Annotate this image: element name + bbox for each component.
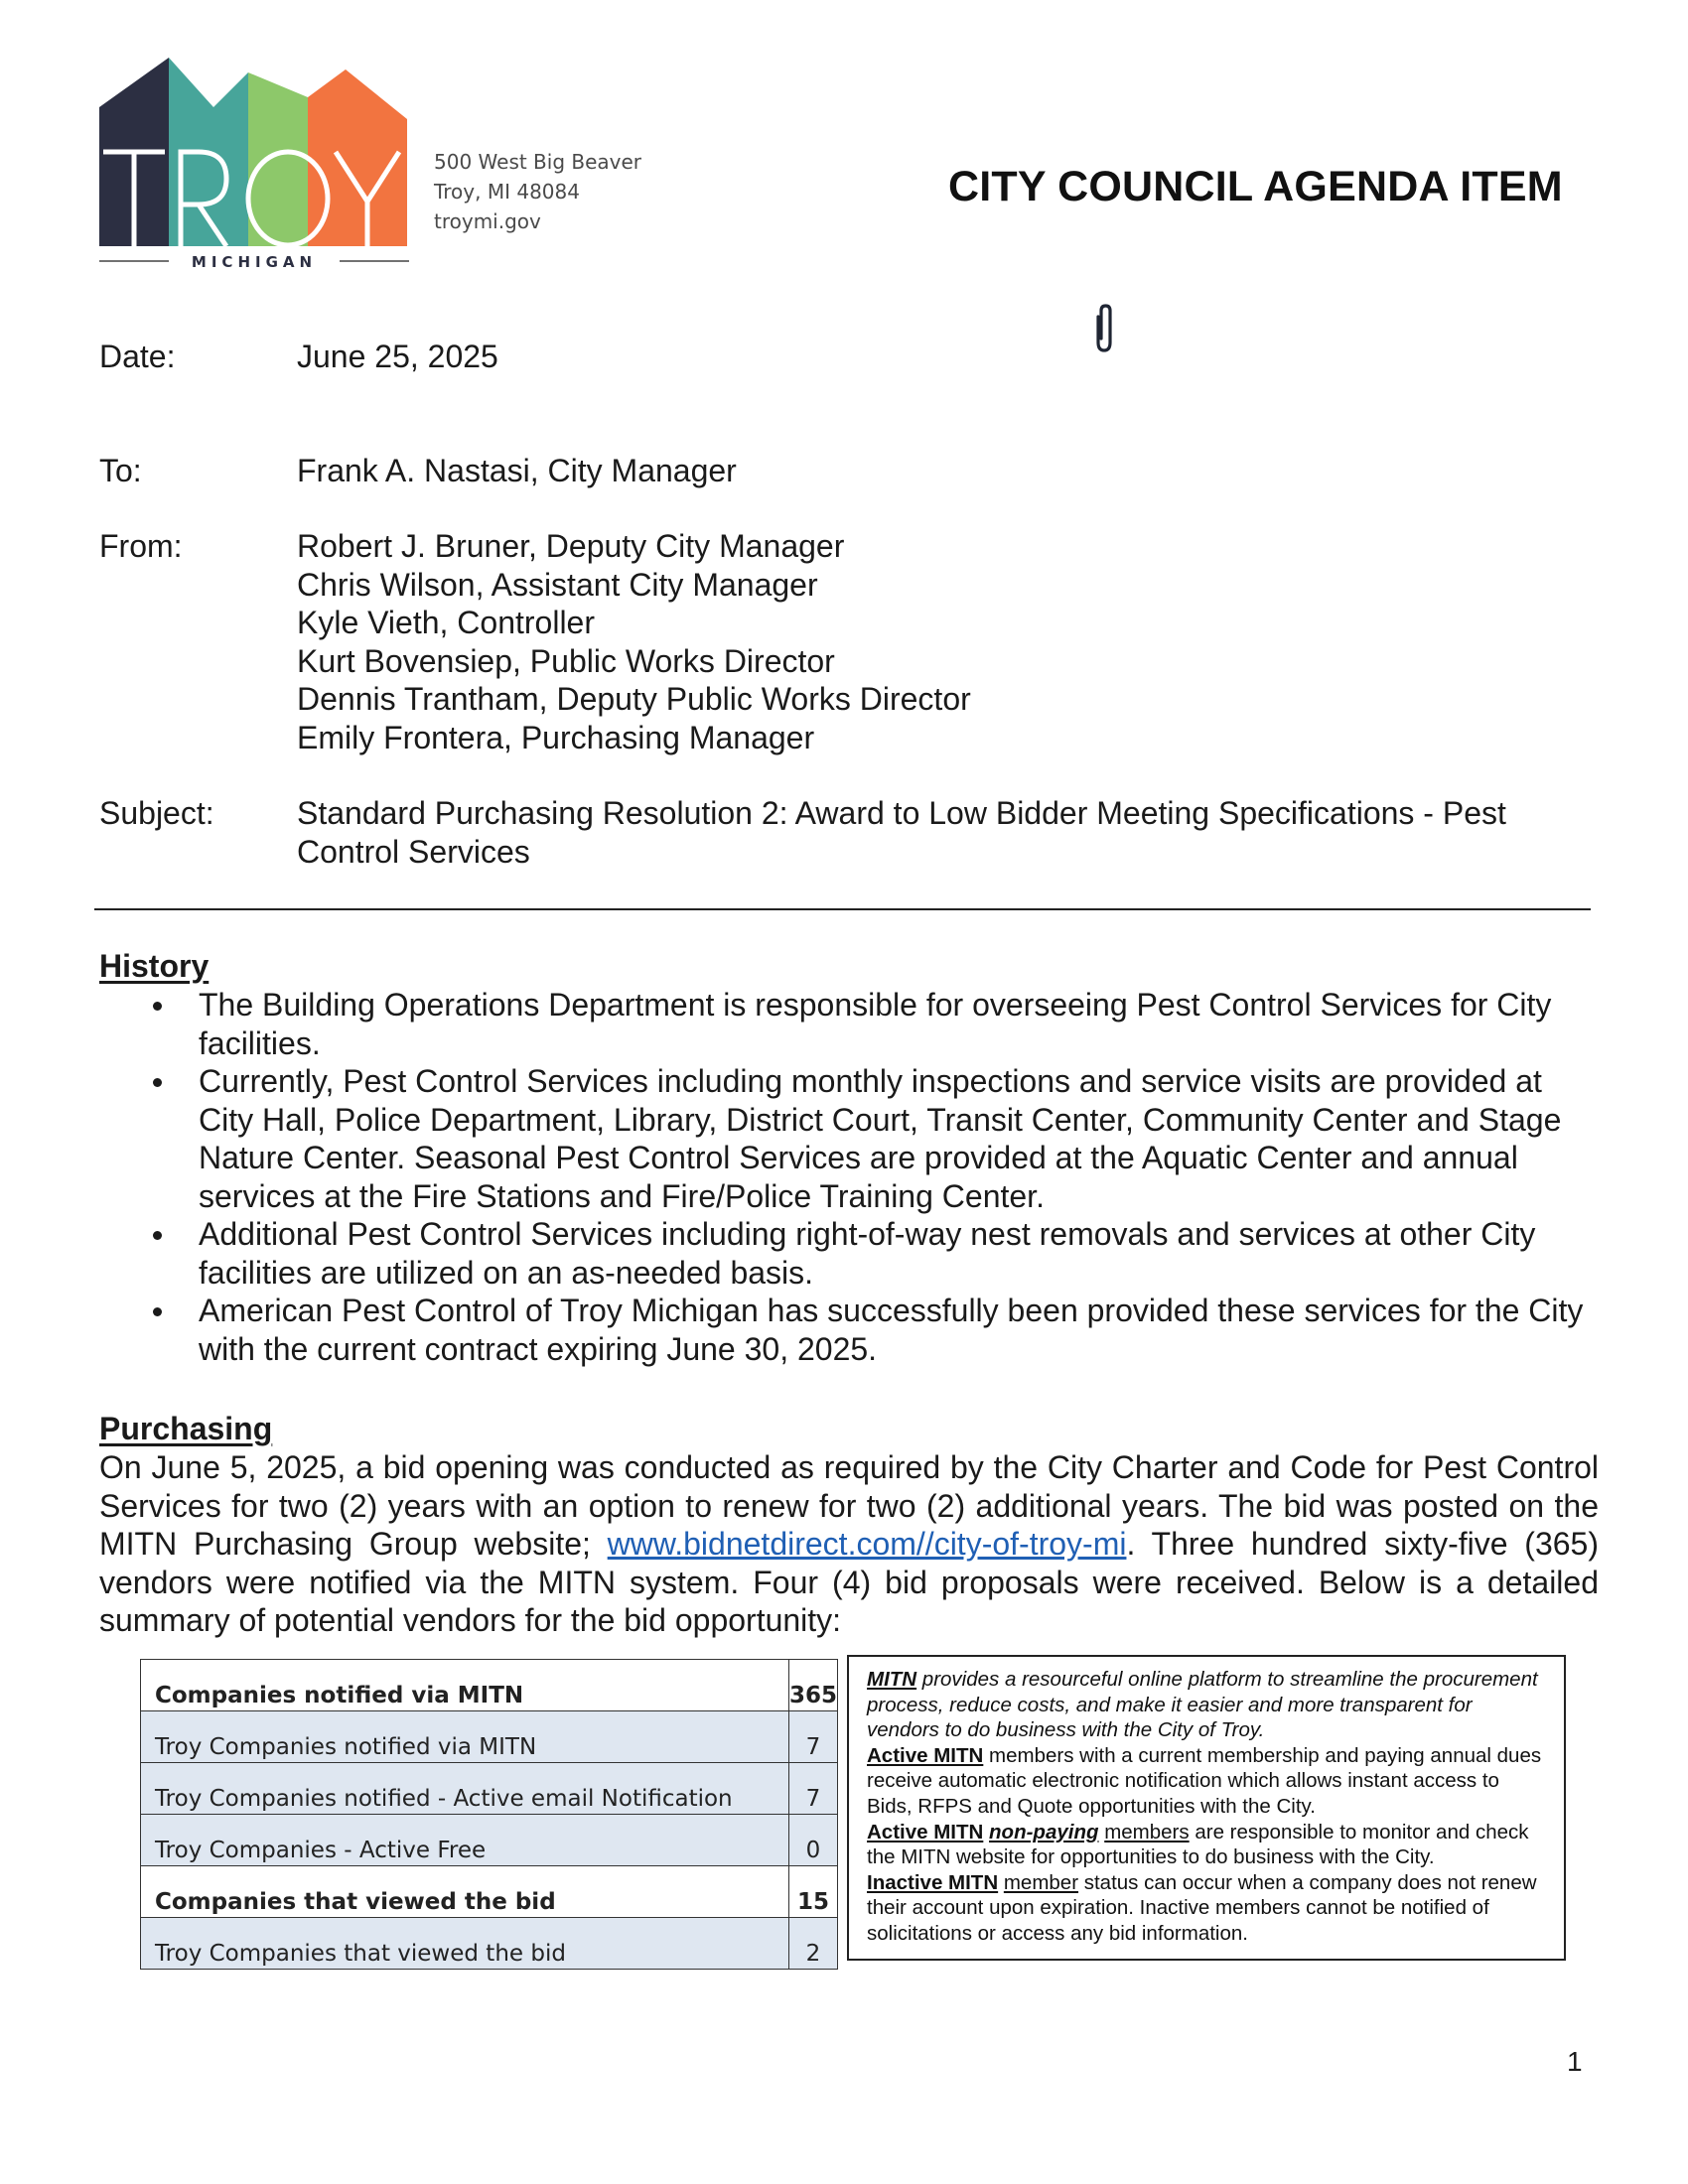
- history-bullet-4: American Pest Control of Troy Michigan has successfully been provided these services for the City with the current contract expiring June 30, 2025.: [99, 1292, 1599, 1368]
- mitn-paragraph-2: [867, 1743, 1546, 1820]
- mitn-paragraph-1: [867, 1667, 1546, 1743]
- subject-line-1: Standard Purchasing Resolution 2: Award to Low Bidder Meeting Specifications - Pest: [297, 795, 1506, 831]
- mitn-text: provides a resourceful online platform to streamline the procurement process, reduce costs, and make it easier and more transparent for vendors to do business with the City of Troy.: [867, 1668, 1538, 1742]
- city-address: [434, 147, 692, 236]
- purchasing-text-2: . Three hundred sixty-five (365) vendors were notified via the MITN system. Four (4) bid proposals were received. Below is a detailed summary of potential vendors for the bid opportunity:: [99, 1526, 1599, 1638]
- members-term: members: [1104, 1820, 1190, 1843]
- table-label: Companies notified via MITN: [141, 1660, 789, 1711]
- history-heading: History: [99, 948, 210, 984]
- table-value: 7: [788, 1711, 837, 1763]
- from-value-4: Kurt Bovensiep, Public Works Director: [297, 642, 835, 679]
- table-row: [141, 1660, 838, 1711]
- non-paying-text: are responsible to monitor and check the MITN website for opportunities to do business with the City.: [867, 1820, 1529, 1869]
- inactive-mitn-term: Inactive MITN: [867, 1870, 999, 1894]
- purchasing-paragraph: [99, 1448, 1599, 1640]
- from-value-2: Chris Wilson, Assistant City Manager: [297, 566, 818, 603]
- table-label: Troy Companies notified - Active email Notification: [141, 1763, 789, 1815]
- website[interactable]: troymi.gov: [434, 209, 541, 233]
- paperclip-icon[interactable]: [1092, 303, 1116, 354]
- table-value: 7: [788, 1763, 837, 1815]
- table-label: Troy Companies that viewed the bid: [141, 1918, 789, 1970]
- table-value: 2: [788, 1918, 837, 1970]
- table-value: 365: [788, 1660, 837, 1711]
- table-label: Companies that viewed the bid: [141, 1866, 789, 1918]
- table-row: [141, 1763, 838, 1815]
- mitn-paragraph-3: [867, 1820, 1546, 1870]
- from-label: From:: [99, 528, 183, 564]
- address-line-1: 500 West Big Beaver: [434, 150, 642, 174]
- active-mitn-term: Active MITN: [867, 1743, 984, 1767]
- active-mitn-text: members with a current membership and paying annual dues receive automatic electronic notification which allows instant access to Bids, RFPS and Quote opportunities with the City.: [867, 1743, 1542, 1818]
- bidnet-link[interactable]: www.bidnetdirect.com//city-of-troy-mi: [607, 1526, 1127, 1562]
- document-title: CITY COUNCIL AGENDA ITEM: [948, 163, 1563, 210]
- purchasing-text-1: On June 5, 2025, a bid opening was conducted as required by the City Charter and Code for Pest Control Services for two (2) years with an option to renew for two (2) additional years. The bid was posted on the MITN Purchasing Group website;: [99, 1449, 1599, 1562]
- table-value: 15: [788, 1866, 837, 1918]
- purchasing-heading: Purchasing: [99, 1411, 273, 1446]
- page-number: 1: [1567, 2046, 1583, 2077]
- table-value: 0: [788, 1815, 837, 1866]
- non-paying-term: non-paying: [989, 1820, 1099, 1843]
- troy-logo: [99, 58, 409, 272]
- from-value-6: Emily Frontera, Purchasing Manager: [297, 719, 815, 755]
- header-divider: [94, 908, 1591, 910]
- subject-line-2: Control Services: [297, 833, 530, 870]
- to-label: To:: [99, 453, 142, 488]
- from-value-5: Dennis Trantham, Deputy Public Works Director: [297, 681, 971, 717]
- active-mitn-term: Active MITN: [867, 1820, 984, 1843]
- logo-tagline: MICHIGAN: [191, 253, 318, 271]
- table-label: Troy Companies notified via MITN: [141, 1711, 789, 1763]
- member-term: member: [1003, 1870, 1079, 1894]
- to-value: Frank A. Nastasi, City Manager: [297, 453, 737, 488]
- mitn-paragraph-4: [867, 1870, 1546, 1947]
- history-bullet-1: The Building Operations Department is responsible for overseeing Pest Control Services for City facilities.: [99, 986, 1599, 1062]
- vendor-summary-table: [140, 1659, 838, 1970]
- history-list: [99, 986, 1599, 1368]
- from-value-3: Kyle Vieth, Controller: [297, 605, 595, 640]
- table-row: [141, 1711, 838, 1763]
- table-row: [141, 1918, 838, 1970]
- subject-label: Subject:: [99, 795, 214, 831]
- mitn-info-box: [847, 1655, 1566, 1961]
- inactive-mitn-text: status can occur when a company does not renew their account upon expiration. Inactive members cannot be notified of solicitations or access any bid information.: [867, 1870, 1537, 1945]
- date-label: Date:: [99, 339, 176, 374]
- history-bullet-3: Additional Pest Control Services including right-of-way nest removals and services at other City facilities are utilized on an as-needed basis.: [99, 1215, 1599, 1292]
- table-row: [141, 1815, 838, 1866]
- table-row: [141, 1866, 838, 1918]
- history-bullet-2: Currently, Pest Control Services including monthly inspections and service visits are provided at City Hall, Police Department, Library, District Court, Transit Center, Community Center and Stage Nature Center. Seasonal Pest Control Services are provided at the Aquatic Center and annual services at the Fire Stations and Fire/Police Training Center.: [99, 1062, 1599, 1215]
- date-value: June 25, 2025: [297, 339, 498, 374]
- address-line-2: Troy, MI 48084: [434, 180, 580, 204]
- from-value-1: Robert J. Bruner, Deputy City Manager: [297, 528, 845, 564]
- table-label: Troy Companies - Active Free: [141, 1815, 789, 1866]
- mitn-term: MITN: [867, 1668, 917, 1691]
